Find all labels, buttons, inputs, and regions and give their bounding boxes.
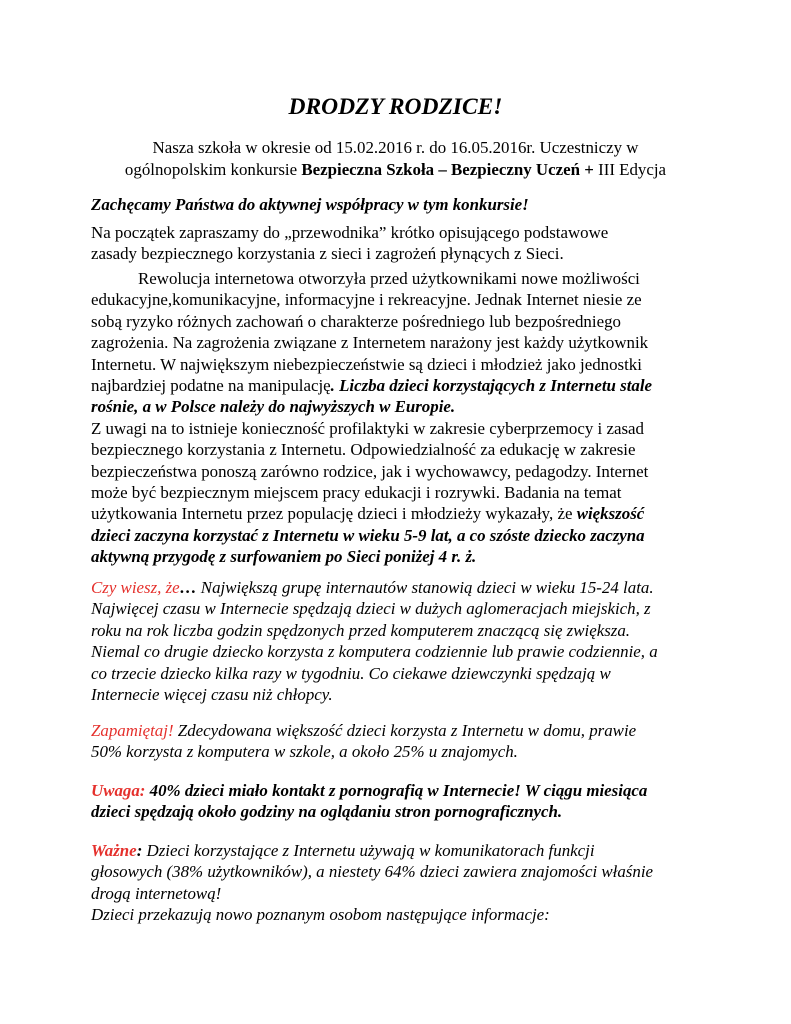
remember-text-1: Zdecydowana większość dzieci korzysta z Internetu w domu, prawie [173, 721, 637, 740]
revolution-line-10: bezpieczeństwa ponoszą zarówno rodzice, jak i wychowawcy, pedagodzy. Internet [91, 461, 649, 481]
did-you-know-line-3: roku na rok liczba godzin spędzonych przed komputerem znaczącą się zwiększa. [91, 620, 631, 640]
did-you-know-line-5: co trzecie dziecko kilka razy w tygodniu. Co ciekawe dziewczynki spędzają w [91, 663, 611, 683]
encourage-heading: Zachęcamy Państwa do aktywnej współpracy w tym konkursie! [91, 195, 529, 214]
revolution-line-1: Rewolucja internetowa otworzyła przed użytkownikami nowe możliwości [138, 269, 640, 288]
revolution-line-6 [91, 375, 731, 396]
revolution-line-4: zagrożenia. Na zagrożenia związane z Internetem narażony jest każdy użytkownik [91, 333, 649, 353]
did-you-know-label: Czy wiesz, że [91, 578, 180, 597]
important-colon: : [136, 841, 143, 860]
important-text-1: Dzieci korzystające z Internetu używają w komunikatorach funkcji [142, 841, 595, 860]
important-line-4: Dzieci przekazują nowo poznanym osobom następujące informacje: [91, 905, 550, 925]
guide-line-1: Na początek zapraszamy do „przewodnika” krótko opisującego podstawowe [91, 223, 609, 242]
revolution-line-13: dzieci zaczyna korzystać z Internetu w wieku 5-9 lat, a co szóste dziecko zaczyna [91, 525, 645, 545]
revolution-line-7: rośnie, a w Polsce należy do najwyższych w Europie. [91, 397, 456, 417]
remember-label: Zapamiętaj! [91, 721, 174, 740]
intro-line-2-text: ogólnopolskim konkursie [124, 159, 302, 179]
attention-line-1 [91, 780, 731, 801]
remember-paragraph [91, 720, 731, 763]
did-you-know-line-1 [91, 577, 731, 598]
did-you-know-line-4: Niemal co drugie dziecko korzysta z komputera codziennie lub prawie codziennie, a [91, 642, 658, 662]
contest-edition: III Edycja [593, 159, 667, 179]
important-line-1 [91, 840, 731, 861]
did-you-know-line-2: Najwięcej czasu w Internecie spędzają dzieci w dużych aglomeracjach miejskich, z [91, 599, 651, 619]
attention-line-2: dzieci spędzają około godziny na oglądaniu stron pornograficznych. [91, 802, 563, 822]
important-label: Ważne [91, 841, 137, 860]
revolution-line-8: Z uwagi na to istnieje konieczność profilaktyki w zakresie cyberprzemocy i zasad [91, 418, 644, 438]
important-paragraph [91, 840, 731, 926]
revolution-line-12 [91, 503, 731, 524]
contest-name: Bezpieczna Szkoła – Bezpieczny Uczeń + [301, 159, 594, 179]
intro-paragraph [0, 137, 791, 180]
important-line-3: drogą internetową! [91, 883, 222, 903]
revolution-paragraph [91, 268, 731, 568]
attention-label: Uwaga: [91, 781, 146, 800]
revolution-line-12-text: użytkowania Internetu przez populację dzieci i młodzieży wykazały, że [91, 504, 577, 524]
revolution-line-9: bezpiecznego korzystania z Internetu. Odpowiedzialność za edukację w zakresie [91, 440, 636, 460]
revolution-line-12-emphasis: większość [576, 504, 645, 524]
revolution-line-2: edukacyjne,komunikacyjne, informacyjne i rekreacyjne. Jednak Internet niesie ze [91, 290, 642, 310]
intro-line-1: Nasza szkoła w okresie od 15.02.2016 r. do 16.05.2016r. Uczestniczy w [152, 138, 639, 157]
revolution-line-5: Internetu. W największym niebezpieczeństwie są dzieci i młodzież jako jednostki [91, 354, 642, 374]
attention-text-1: 40% dzieci miało kontakt z pornografią w Internecie! W ciągu miesiąca [145, 781, 648, 800]
intro-line-2 [0, 159, 791, 181]
did-you-know-line-6: Internecie więcej czasu niż chłopcy. [91, 685, 333, 705]
revolution-line-14: aktywną przygodę z surfowaniem po Sieci poniżej 4 r. ż. [91, 547, 477, 567]
attention-paragraph [91, 780, 731, 823]
revolution-line-6-text: najbardziej podatne na manipulację [91, 376, 331, 396]
guide-paragraph [91, 222, 731, 265]
revolution-line-11: może być bezpiecznym miejscem pracy edukacji i rozrywki. Badania na temat [91, 483, 622, 503]
revolution-line-6-emphasis: . Liczba dzieci korzystających z Internetu stale [330, 376, 653, 396]
guide-line-2: zasady bezpiecznego korzystania z sieci i zagrożeń płynących z Sieci. [91, 244, 564, 264]
remember-line-2: 50% korzysta z komputera w szkole, a około 25% u znajomych. [91, 742, 518, 762]
important-line-2: głosowych (38% użytkowników), a niestety 64% dzieci zawiera znajomości właśnie [91, 862, 654, 882]
did-you-know-paragraph [91, 577, 731, 705]
document-title: DRODZY RODZICE! [288, 94, 503, 120]
remember-line-1 [91, 720, 731, 741]
did-you-know-text-1: Największą grupę internautów stanowią dzieci w wieku 15-24 lata. [196, 578, 654, 597]
revolution-line-3: sobą ryzyko różnych zachowań o charakterze pośredniego lub bezpośredniego [91, 311, 621, 331]
did-you-know-ellipsis: … [179, 578, 197, 597]
